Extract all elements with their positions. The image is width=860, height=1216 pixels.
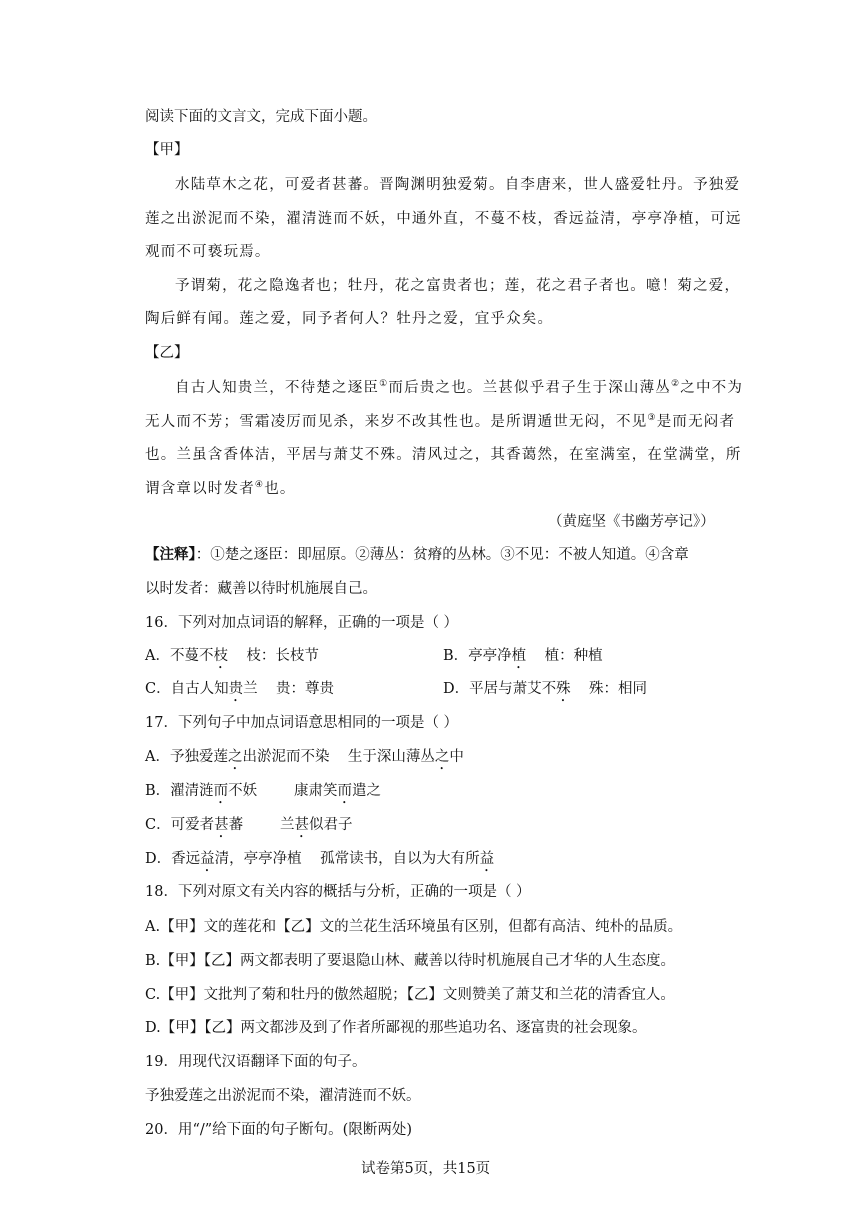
yi-text: 自古人知贵兰，不待楚之逐臣 <box>175 380 380 396</box>
q17-option-b: B．濯清涟而不妖 康肃笑而遣之 <box>145 783 382 799</box>
yi-label: 【乙】 <box>145 345 189 361</box>
jia-label: 【甲】 <box>145 142 189 158</box>
q19-sentence: 予独爱莲之出淤泥而不染，濯清涟而不妖。 <box>145 1088 421 1104</box>
q16-option-c: C．自古人知贵兰 贵：尊贵 <box>145 681 335 697</box>
yi-text: 无人而不芳；雪霜凌厉而见杀，来岁不改其性也。是所谓遁世无闷，不见 <box>145 414 648 430</box>
dotted-word: 贵 <box>228 681 244 697</box>
dotted-word: 而 <box>337 783 353 799</box>
q17-option-d: D．香远益清，亭亭净植 孤常读书，自以为大有所益 <box>145 851 495 867</box>
dotted-word: 之 <box>434 749 450 765</box>
q16-option-b: B．亭亭净植 植：种植 <box>443 648 603 664</box>
dotted-word: 甚 <box>294 817 309 833</box>
q18-stem: 18．下列对原文有关内容的概括与分析，正确的一项是（ ） <box>145 884 531 900</box>
notes-label: 【注释】 <box>145 546 196 563</box>
dotted-word: 益 <box>200 851 215 867</box>
q17-option-a: A．予独爱莲之出淤泥而不染 生于深山薄丛之中 <box>145 749 464 765</box>
q18-option-b: B.【甲】【乙】两文都表明了要退隐山林、藏善以待时机施展自己才华的人生态度。 <box>145 953 676 969</box>
yi-text: 是而无闷者 <box>656 414 736 430</box>
notes-line-2: 以时发者：藏善以待时机施展自己。 <box>145 581 377 597</box>
q17-option-c: C．可爱者甚蕃 兰甚似君子 <box>145 817 353 833</box>
notes-line-1 <box>145 548 689 563</box>
yi-line-2 <box>145 414 735 430</box>
dotted-word: 而 <box>213 783 229 799</box>
dotted-word: 益 <box>479 851 495 867</box>
jia-line: 莲之出淤泥而不染，濯清涟而不妖，中通外直，不蔓不枝，香远益清，亭亭净植，可远 <box>145 211 742 227</box>
intro-text: 阅读下面的文言文，完成下面小题。 <box>145 109 377 125</box>
yi-text: 之中不为 <box>680 380 744 396</box>
yi-line-4 <box>145 481 296 497</box>
footnote-marker: ④ <box>254 480 265 490</box>
q16-stem: 16．下列对加点词语的解释，正确的一项是（ ） <box>145 615 459 631</box>
dotted-word: 枝 <box>213 648 228 664</box>
dotted-word: 甚 <box>214 817 229 833</box>
q18-option-d: D.【甲】【乙】两文都涉及到了作者所鄙视的那些追功名、逐富贵的社会现象。 <box>145 1020 647 1036</box>
dotted-word: 殊 <box>556 681 571 697</box>
notes-text: ：①楚之逐臣：即屈原。②薄丛：贫瘠的丛林。③不见：不被人知道。④含章 <box>195 547 689 563</box>
dotted-word: 植 <box>511 648 527 664</box>
yi-text: 也。 <box>264 481 296 497</box>
page-footer: 试卷第5页，共15页 <box>361 1161 491 1177</box>
jia-line: 陶后鲜有闻。莲之爱，同予者何人？牡丹之爱，宜乎众矣。 <box>145 311 554 327</box>
source-citation: （黄庭坚《书幽芳亭记》） <box>548 514 715 530</box>
jia-line: 水陆草木之花，可爱者甚蕃。晋陶渊明独爱菊。自李唐来，世人盛爱牡丹。予独爱 <box>175 177 741 193</box>
q20-stem: 20．用“/”给下面的句子断句。(限断两处) <box>145 1122 412 1138</box>
q18-option-a: A.【甲】文的莲花和【乙】文的兰花生活环境虽有区别，但都有高洁、纯朴的品质。 <box>145 919 683 935</box>
q18-option-c: C.【甲】文批判了菊和牡丹的傲然超脱；【乙】文则赞美了萧艾和兰花的清香宜人。 <box>145 987 675 1003</box>
yi-line-1 <box>175 380 743 396</box>
yi-text: 谓含章以时发者 <box>145 481 255 497</box>
dotted-word: 之 <box>227 749 243 765</box>
jia-line: 观而不可亵玩焉。 <box>145 244 271 260</box>
footnote-marker: ③ <box>647 413 657 423</box>
q16-option-a: A．不蔓不枝 枝：长枝节 <box>145 648 319 664</box>
q16-option-d: D．平居与萧艾不殊 殊：相同 <box>443 681 648 697</box>
yi-text: 而后贵之也。兰甚似乎君子生于深山薄丛 <box>388 380 671 396</box>
jia-line: 予谓菊，花之隐逸者也；牡丹，花之富贵者也；莲，花之君子者也。噫！菊之爱， <box>175 278 741 294</box>
footnote-marker: ① <box>379 379 389 389</box>
yi-line-3: 也。兰虽含香体洁，平居与萧艾不殊。清风过之，其香蔼然，在室满室，在堂满堂，所 <box>145 447 742 463</box>
footnote-marker: ② <box>671 379 681 389</box>
q17-stem: 17．下列句子中加点词语意思相同的一项是（ ） <box>145 715 459 731</box>
q19-stem: 19．用现代汉语翻译下面的句子。 <box>145 1054 367 1070</box>
